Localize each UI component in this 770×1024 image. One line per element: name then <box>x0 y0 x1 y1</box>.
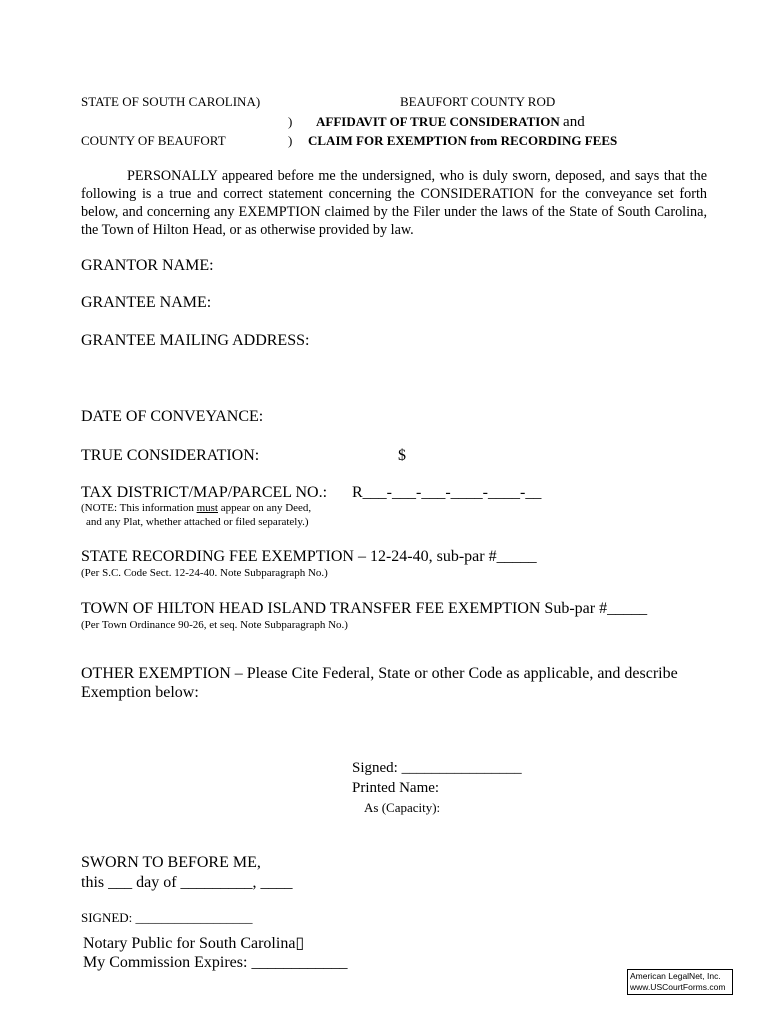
conveyance-date-label: DATE OF CONVEYANCE: <box>81 408 264 425</box>
sworn-before-label: SWORN TO BEFORE ME, <box>81 854 261 871</box>
publisher-url: www.USCourtForms.com <box>630 982 726 992</box>
intro-text: PERSONALLY appeared before me the undersigned, who is duly sworn, deposed, and says that the following is a true and correct statement concerning the CONSIDERATION for the conveyance set forth below, and concerning any EXEMPTION claimed by the Filer under the laws of the State of South Carolina, the Town of Hilton Head, or as otherwise provided by law. <box>81 168 707 238</box>
town-fee-exemption-label: TOWN OF HILTON HEAD ISLAND TRANSFER FEE EXEMPTION Sub-par #_____ <box>81 600 648 617</box>
tax-note-must: must <box>196 502 218 514</box>
tax-parcel-label: TAX DISTRICT/MAP/PARCEL NO.: <box>81 484 328 501</box>
county-caption: COUNTY OF BEAUFORT <box>81 133 226 148</box>
state-fee-exemption-label: STATE RECORDING FEE EXEMPTION – 12-24-40, sub-par #_____ <box>81 548 537 565</box>
tax-parcel-format: R___-___-___-____-____-__ <box>352 484 542 501</box>
form-title-line2: CLAIM FOR EXEMPTION from RECORDING FEES <box>308 133 618 148</box>
publisher-name: American LegalNet, Inc. <box>630 971 721 981</box>
town-fee-note: (Per Town Ordinance 90-26, et seq. Note Subparagraph No.) <box>81 619 348 631</box>
dollar-sign: $ <box>398 447 406 464</box>
notary-signed-line: SIGNED: __________________ <box>81 910 253 925</box>
commission-expires-line: My Commission Expires: ____________ <box>83 954 348 971</box>
state-fee-note: (Per S.C. Code Sect. 12-24-40. Note Subparagraph No.) <box>81 567 328 579</box>
tax-note-text: (NOTE: This information <box>81 502 197 514</box>
caption-paren: ) <box>288 114 293 129</box>
county-rod-label: BEAUFORT COUNTY ROD <box>400 94 556 109</box>
other-exemption-label-cont: Exemption below: <box>81 684 199 701</box>
grantee-name-label: GRANTEE NAME: <box>81 294 212 311</box>
publisher-stamp <box>627 969 733 995</box>
notary-public-label: Notary Public for South Carolina▯ <box>83 935 305 952</box>
grantor-name-label: GRANTOR NAME: <box>81 257 214 274</box>
this-day-line: this ___ day of _________, ____ <box>81 874 293 891</box>
grantee-address-label: GRANTEE MAILING ADDRESS: <box>81 332 310 349</box>
tax-note-line2: and any Plat, whether attached or filed separately.) <box>86 516 309 528</box>
capacity-label: As (Capacity): <box>364 800 441 815</box>
intro-paragraph <box>81 167 707 239</box>
state-caption: STATE OF SOUTH CAROLINA) <box>81 94 261 109</box>
form-title-and: and <box>563 114 585 130</box>
tax-note-line1 <box>81 502 311 514</box>
other-exemption-label: OTHER EXEMPTION – Please Cite Federal, State or other Code as applicable, and describe <box>81 665 678 682</box>
true-consideration-label: TRUE CONSIDERATION: <box>81 447 260 464</box>
printed-name-label: Printed Name: <box>352 780 440 796</box>
form-title-line1 <box>316 114 585 131</box>
tax-note-text: appear on any Deed, <box>218 502 312 514</box>
form-title-main: AFFIDAVIT OF TRUE CONSIDERATION <box>316 114 560 129</box>
caption-paren: ) <box>288 133 293 148</box>
signed-line: Signed: ________________ <box>352 760 522 776</box>
